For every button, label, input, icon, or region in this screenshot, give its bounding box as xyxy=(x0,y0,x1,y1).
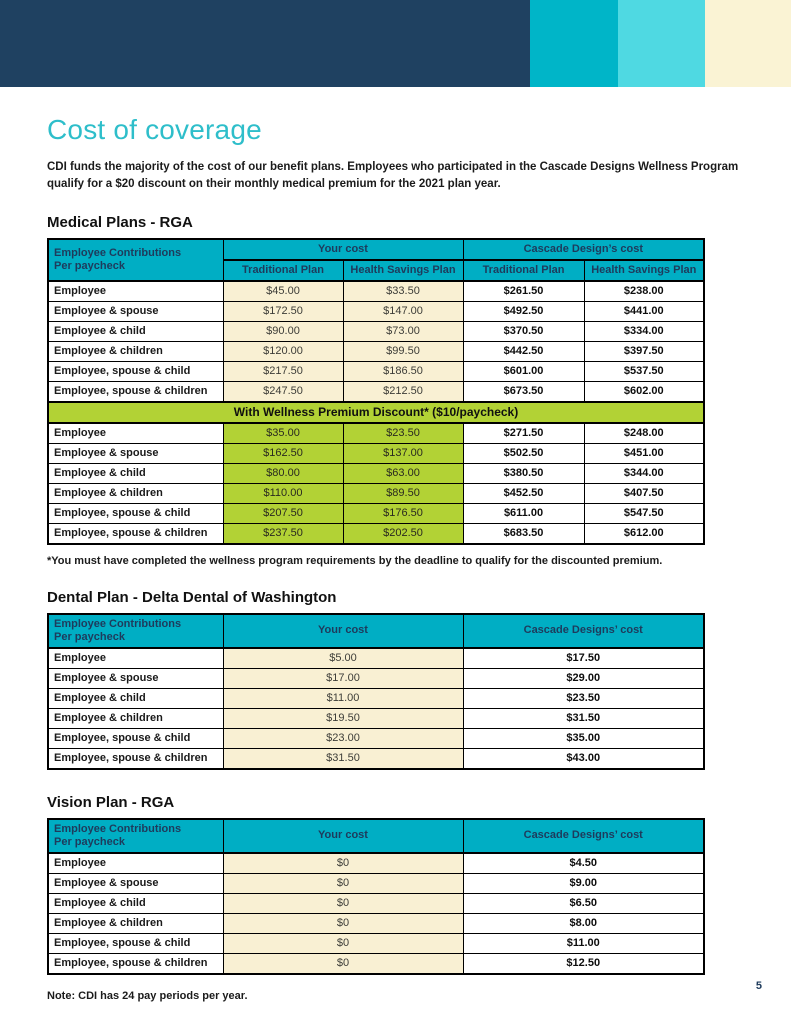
cost-cell: $217.50 xyxy=(223,361,343,381)
cost-cell: $162.50 xyxy=(223,443,343,463)
vision-corner-header xyxy=(48,819,223,853)
row-label: Employee & child xyxy=(48,893,223,913)
cost-cell: $45.00 xyxy=(223,281,343,302)
cost-cell: $612.00 xyxy=(584,523,704,544)
cost-cell: $9.00 xyxy=(463,873,704,893)
wellness-footnote: *You must have completed the wellness program requirements by the deadline to qualify for the discounted premium. xyxy=(47,554,663,567)
row-label: Employee & spouse xyxy=(48,873,223,893)
cost-cell: $11.00 xyxy=(463,933,704,953)
cost-cell: $8.00 xyxy=(463,913,704,933)
table-row xyxy=(48,648,704,669)
page-content xyxy=(0,87,791,1002)
cost-cell: $29.00 xyxy=(463,668,704,688)
table-row xyxy=(48,361,704,381)
cost-cell: $17.50 xyxy=(463,648,704,669)
row-label: Employee, spouse & child xyxy=(48,728,223,748)
table-row xyxy=(48,853,704,874)
cost-cell: $207.50 xyxy=(223,503,343,523)
your-cost-group-header: Your cost xyxy=(223,239,463,260)
cost-cell: $451.00 xyxy=(584,443,704,463)
wellness-discount-banner-row xyxy=(48,402,704,423)
cost-cell: $11.00 xyxy=(223,688,463,708)
table-row xyxy=(48,443,704,463)
cost-cell: $0 xyxy=(223,893,463,913)
table-row xyxy=(48,708,704,728)
cost-cell: $99.50 xyxy=(343,341,463,361)
row-label: Employee xyxy=(48,423,223,444)
corner-header-line1: Employee Contributions xyxy=(54,617,182,630)
table-row xyxy=(48,953,704,974)
table-row xyxy=(48,688,704,708)
row-label: Employee & child xyxy=(48,688,223,708)
cost-cell: $31.50 xyxy=(463,708,704,728)
row-label: Employee, spouse & children xyxy=(48,953,223,974)
row-label: Employee xyxy=(48,853,223,874)
cost-cell: $33.50 xyxy=(343,281,463,302)
cascade-cost-header: Cascade Designs’ cost xyxy=(463,819,704,853)
cost-cell: $176.50 xyxy=(343,503,463,523)
table-row xyxy=(48,523,704,544)
corner-header-line1: Employee Contributions xyxy=(54,822,182,835)
cost-cell: $547.50 xyxy=(584,503,704,523)
cost-cell: $19.50 xyxy=(223,708,463,728)
row-label: Employee xyxy=(48,281,223,302)
header-cream-block xyxy=(705,0,791,87)
medical-corner-header xyxy=(48,239,223,281)
your-cost-header: Your cost xyxy=(223,819,463,853)
traditional-plan-header: Traditional Plan xyxy=(223,260,343,281)
page-number: 5 xyxy=(755,980,762,992)
row-label: Employee & child xyxy=(48,463,223,483)
cost-cell: $202.50 xyxy=(343,523,463,544)
cost-cell: $238.00 xyxy=(584,281,704,302)
table-row xyxy=(48,748,704,769)
cost-cell: $673.50 xyxy=(463,381,584,402)
corner-header-line2: Per paycheck xyxy=(54,630,125,643)
your-cost-header: Your cost xyxy=(223,614,463,648)
cost-cell: $0 xyxy=(223,853,463,874)
medical-section-heading: Medical Plans - RGA xyxy=(47,213,193,231)
cost-cell: $407.50 xyxy=(584,483,704,503)
row-label: Employee & spouse xyxy=(48,301,223,321)
cascade-cost-group-header: Cascade Design’s cost xyxy=(463,239,704,260)
cost-cell: $17.00 xyxy=(223,668,463,688)
cost-cell: $147.00 xyxy=(343,301,463,321)
cost-cell: $248.00 xyxy=(584,423,704,444)
vision-plan-table xyxy=(47,818,705,975)
table-row xyxy=(48,933,704,953)
cost-cell: $35.00 xyxy=(463,728,704,748)
table-row xyxy=(48,728,704,748)
table-row xyxy=(48,423,704,444)
cost-cell: $110.00 xyxy=(223,483,343,503)
page-header-band xyxy=(0,0,791,87)
cost-cell: $89.50 xyxy=(343,483,463,503)
row-label: Employee xyxy=(48,648,223,669)
traditional-plan-header: Traditional Plan xyxy=(463,260,584,281)
cost-cell: $35.00 xyxy=(223,423,343,444)
cost-cell: $12.50 xyxy=(463,953,704,974)
dental-corner-header xyxy=(48,614,223,648)
table-row xyxy=(48,503,704,523)
cost-cell: $261.50 xyxy=(463,281,584,302)
row-label: Employee, spouse & child xyxy=(48,361,223,381)
cost-cell: $602.00 xyxy=(584,381,704,402)
row-label: Employee, spouse & children xyxy=(48,748,223,769)
cost-cell: $492.50 xyxy=(463,301,584,321)
cost-cell: $90.00 xyxy=(223,321,343,341)
dental-section-heading: Dental Plan - Delta Dental of Washington xyxy=(47,588,337,606)
cost-cell: $271.50 xyxy=(463,423,584,444)
table-row xyxy=(48,893,704,913)
cost-cell: $601.00 xyxy=(463,361,584,381)
cost-cell: $370.50 xyxy=(463,321,584,341)
cost-cell: $537.50 xyxy=(584,361,704,381)
table-row xyxy=(48,381,704,402)
cost-cell: $23.50 xyxy=(463,688,704,708)
table-row xyxy=(48,321,704,341)
corner-header-line2: Per paycheck xyxy=(54,259,125,272)
cost-cell: $23.50 xyxy=(343,423,463,444)
cost-cell: $380.50 xyxy=(463,463,584,483)
wellness-discount-banner: With Wellness Premium Discount* ($10/paycheck) xyxy=(48,402,704,423)
cascade-cost-header: Cascade Designs’ cost xyxy=(463,614,704,648)
table-row xyxy=(48,463,704,483)
corner-header-line2: Per paycheck xyxy=(54,835,125,848)
table-row xyxy=(48,913,704,933)
cost-cell: $683.50 xyxy=(463,523,584,544)
table-row xyxy=(48,281,704,302)
vision-section-heading: Vision Plan - RGA xyxy=(47,793,175,811)
health-savings-plan-header: Health Savings Plan xyxy=(584,260,704,281)
corner-header-line1: Employee Contributions xyxy=(54,246,182,259)
cost-cell: $334.00 xyxy=(584,321,704,341)
cost-cell: $344.00 xyxy=(584,463,704,483)
row-label: Employee & children xyxy=(48,708,223,728)
cost-cell: $0 xyxy=(223,873,463,893)
dental-plan-table xyxy=(47,613,705,770)
cost-cell: $80.00 xyxy=(223,463,343,483)
row-label: Employee & children xyxy=(48,913,223,933)
header-light-teal-block xyxy=(618,0,705,87)
cost-cell: $452.50 xyxy=(463,483,584,503)
table-row xyxy=(48,341,704,361)
health-savings-plan-header: Health Savings Plan xyxy=(343,260,463,281)
cost-cell: $5.00 xyxy=(223,648,463,669)
cost-cell: $120.00 xyxy=(223,341,343,361)
cost-cell: $43.00 xyxy=(463,748,704,769)
cost-cell: $0 xyxy=(223,933,463,953)
cost-cell: $137.00 xyxy=(343,443,463,463)
cost-cell: $611.00 xyxy=(463,503,584,523)
cost-cell: $4.50 xyxy=(463,853,704,874)
row-label: Employee & spouse xyxy=(48,443,223,463)
row-label: Employee, spouse & child xyxy=(48,933,223,953)
row-label: Employee & spouse xyxy=(48,668,223,688)
cost-cell: $63.00 xyxy=(343,463,463,483)
header-teal-block xyxy=(530,0,618,87)
cost-cell: $212.50 xyxy=(343,381,463,402)
header-navy-block xyxy=(0,0,530,87)
cost-cell: $502.50 xyxy=(463,443,584,463)
table-row xyxy=(48,483,704,503)
table-row xyxy=(48,301,704,321)
cost-cell: $397.50 xyxy=(584,341,704,361)
row-label: Employee & children xyxy=(48,341,223,361)
cost-cell: $172.50 xyxy=(223,301,343,321)
table-row xyxy=(48,668,704,688)
cost-cell: $31.50 xyxy=(223,748,463,769)
row-label: Employee & children xyxy=(48,483,223,503)
cost-cell: $73.00 xyxy=(343,321,463,341)
row-label: Employee, spouse & child xyxy=(48,503,223,523)
cost-cell: $0 xyxy=(223,913,463,933)
cost-cell: $237.50 xyxy=(223,523,343,544)
pay-periods-note: Note: CDI has 24 pay periods per year. xyxy=(47,989,248,1002)
cost-cell: $441.00 xyxy=(584,301,704,321)
cost-cell: $6.50 xyxy=(463,893,704,913)
row-label: Employee, spouse & children xyxy=(48,381,223,402)
cost-cell: $247.50 xyxy=(223,381,343,402)
medical-plans-table xyxy=(47,238,705,545)
cost-cell: $186.50 xyxy=(343,361,463,381)
page-title: Cost of coverage xyxy=(47,114,262,145)
intro-paragraph: CDI funds the majority of the cost of our benefit plans. Employees who participated in the Cascade Designs Wellness Program qualify for a $20 discount on their monthly medical premium for the 2021 plan year. xyxy=(47,161,739,191)
row-label: Employee, spouse & children xyxy=(48,523,223,544)
cost-cell: $23.00 xyxy=(223,728,463,748)
cost-cell: $0 xyxy=(223,953,463,974)
cost-cell: $442.50 xyxy=(463,341,584,361)
table-row xyxy=(48,873,704,893)
row-label: Employee & child xyxy=(48,321,223,341)
